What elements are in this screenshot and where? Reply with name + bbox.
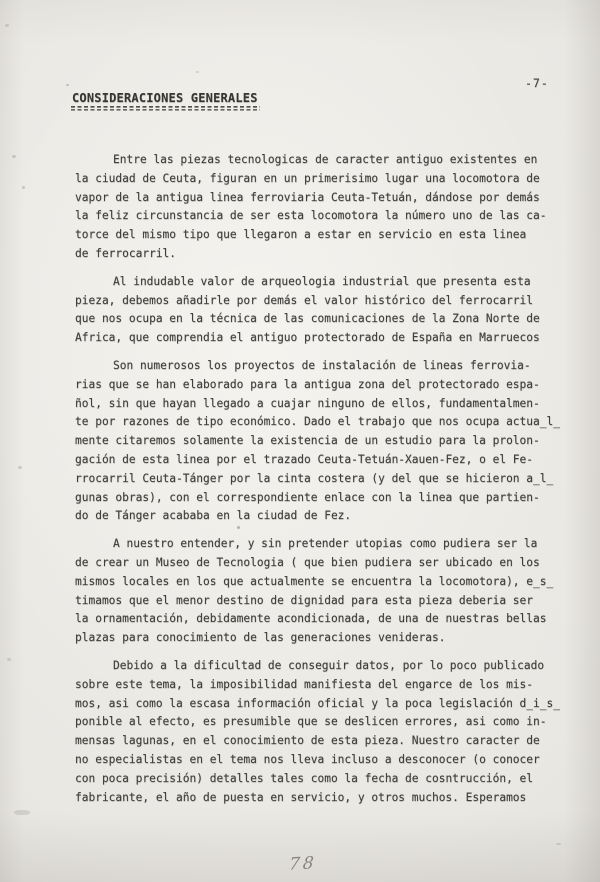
paragraph (75, 273, 553, 348)
text-line: Son numerosos los proyectos de instalación de lineas ferrovia- (113, 358, 531, 372)
paper-speck (556, 843, 561, 845)
text-line: mensas lagunas, en el conocimiento de esta pieza. Nuestro caracter de (75, 734, 540, 748)
text-line: rias que se han elaborado para la antigua zona del protectorado espa- (75, 377, 540, 391)
text-line: te por razones de tipo económico. Dado el trabajo que nos ocupa actua̲l̲ (75, 415, 560, 429)
page-number: -7- (525, 76, 549, 90)
text-line: Debido a la dificultad de conseguir datos, por lo poco publicado (113, 658, 545, 672)
paragraph (75, 151, 553, 264)
text-line: Al indudable valor de arqueologia industrial que presenta esta (113, 274, 531, 288)
paper-speck (22, 186, 25, 189)
text-line: rrocarril Ceuta-Tánger por la cinta costera (y del que se hicieron a̲l̲ (75, 471, 554, 485)
paper-speck (66, 84, 69, 86)
paper-speck (237, 526, 240, 529)
text-line: Africa, que comprendia el antiguo protectorado de España en Marruecos (75, 331, 540, 345)
text-line: no especialistas en el tema nos lleva incluso a desconocer (o conocer (75, 752, 540, 766)
text-line: vapor de la antigua linea ferroviaria Ceuta-Tetuán, dándose por demás (75, 190, 540, 204)
document-body (75, 151, 560, 816)
paper-speck (196, 71, 199, 73)
text-line: Entre las piezas tecnologicas de caracter antiguo existentes en (113, 153, 538, 166)
title-underline (71, 106, 260, 111)
text-line: do de Tánger acababa en la ciudad de Fez. (75, 509, 352, 523)
text-line: la ciudad de Ceuta, figuran en un primerisimo lugar una locomotora de (75, 171, 540, 185)
text-line: la ornamentación, debidamente acondicionada, de una de nuestras bellas (75, 612, 547, 626)
text-line: sobre este tema, la imposibilidad manifiesta del engarce de los mis- (75, 677, 534, 691)
text-line: mismos locales en los que actualmente se encuentra la locomotora), e̲s̲ (75, 574, 554, 588)
handwritten-page-number: 78 (288, 853, 318, 875)
text-line: ponible al efecto, es presumible que se deslicen errores, asi como in- (75, 715, 547, 729)
text-line: gunas obras), con el correspondiente enlace con la linea que partien- (75, 490, 540, 504)
text-line: mos, asi como la escasa información oficial y la poca legislación d̲i̲s̲ (75, 696, 560, 710)
text-line: timamos que el menor destino de dignidad para esta pieza deberia ser (75, 593, 534, 607)
paper-speck (14, 810, 30, 815)
text-line: gación de esta linea por el trazado Ceuta-Tetuán-Xauen-Fez, o el Fe- (75, 452, 534, 466)
text-line: que nos ocupa en la técnica de las comunicaciones de la Zona Norte de (75, 312, 540, 326)
text-line: con poca precisión) detalles tales como la fecha de cosntrucción, el (75, 771, 534, 785)
paragraph (75, 657, 560, 807)
text-line: ñol, sin que hayan llegado a cuajar ninguno de ellos, fundamentalmen- (75, 396, 540, 410)
text-line: torce del mismo tipo que llegaron a estar en servicio en esta linea (75, 228, 527, 242)
text-line: de ferrocarril. (75, 246, 177, 260)
text-line: A nuestro entender, y sin pretender utopias como pudiera ser la (113, 537, 538, 551)
paper-speck (12, 155, 16, 158)
document-title: CONSIDERACIONES GENERALES (72, 91, 258, 105)
text-line: de crear un Museo de Tecnologia ( que bien pudiera ser ubicado en los (75, 555, 540, 569)
text-line: plazas para conocimiento de las generaciones venideras. (75, 631, 446, 645)
text-line: pieza, debemos añadirle por demás el valor histórico del ferrocarril (75, 293, 534, 307)
paper-speck (18, 466, 22, 469)
paragraph (75, 535, 553, 648)
paragraph (75, 357, 560, 526)
text-line: mente citaremos solamente la existencia de un estudio para la prolon- (75, 434, 540, 448)
text-line: la feliz circunstancia de ser esta locomotora la número uno de las ca- (75, 209, 547, 223)
paper-speck (7, 658, 11, 661)
text-line: fabricante, el año de puesta en servicio, y otros muchos. Esperamos (75, 790, 527, 804)
paper-speck (5, 24, 9, 27)
